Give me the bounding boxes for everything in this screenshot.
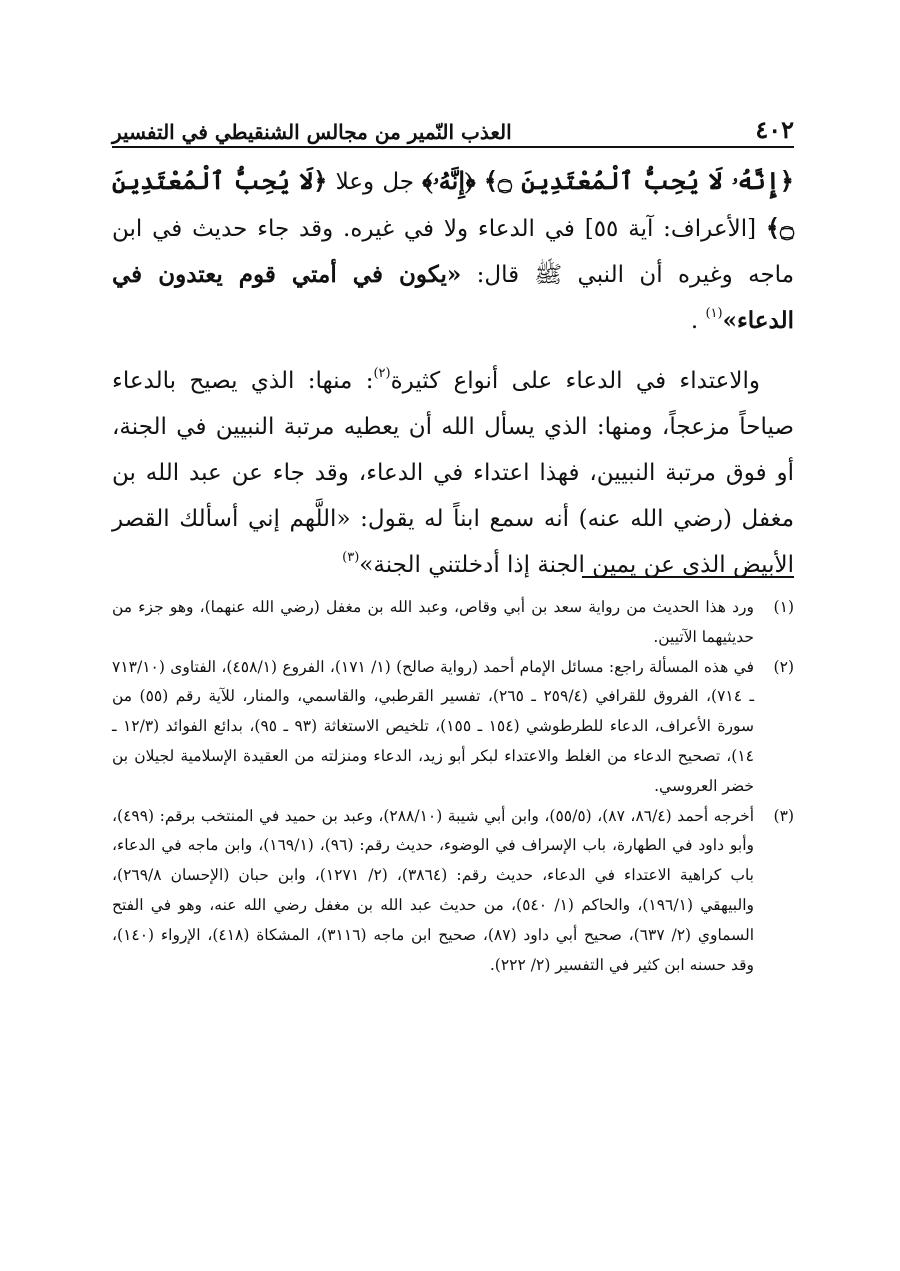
footnote	[112, 802, 794, 981]
body-text: : منها: الذي يصيح بالدعاء صياحاً مزعجاً، ومنها: الذي يسأل الله أن يعطيه مرتبة النبيين في الجنة، أو فوق مرتبة النبيين، فهذا اعتداء في الدعاء، وقد جاء عن عبد الله بن مغفل (رضي الله عنه) أنه سمع ابناً له يقول:	[112, 368, 795, 532]
footnote-separator	[582, 576, 794, 578]
quran-verse: ﴿إِنَّهُۥ﴾	[422, 166, 476, 195]
footnote	[112, 593, 794, 653]
page-number: ٤٠٢	[755, 115, 794, 144]
paragraph-1	[112, 158, 794, 344]
footnote	[112, 653, 794, 802]
hadith-quote: «يكون في أمتي قوم يعتدون في الدعاء»	[112, 261, 794, 334]
footnote-text: أخرجه أحمد (٨٦/٤، ٨٧)، (٥٥/٥)، وابن أبي شيبة (٢٨٨/١٠)، وعبد بن حميد في المنتخب برقم: (٤٩٩)، وأبو داود في الطهارة، باب الإسراف في الوضوء، حديث رقم: (٩٦)، (١٦٩/١)، وابن ماجه في الدعاء، باب كراهية الاعتداء في الدعاء، حديث رقم: (٣٨٦٤)، (٢/ ١٢٧١)، وابن حبان (الإحسان ٢٦٩/٨)، والبيهقي (١٩٦/١)، والحاكم (١/ ٥٤٠)، من حديث عبد الله بن مغفل رضي الله عنه، وهو في الفتح السماوي (٢/ ٦٣٧)، صحيح أبي داود (٨٧)، صحيح ابن ماجه (٣١١٦)، المشكاة (٤١٨)، الإرواء (١٤٠)، وقد حسنه ابن كثير في التفسير (٢/ ٢٢٢).	[112, 806, 755, 974]
footnote-ref: (١)	[705, 306, 723, 321]
footnote-text: ورد هذا الحديث من رواية سعد بن أبي وقاص، وعبد الله بن مغفل (رضي الله عنهما)، وهو جزء من حديثيهما الآتيين.	[112, 598, 754, 646]
header-rule	[112, 146, 794, 148]
main-text	[112, 158, 794, 588]
paragraph-2	[112, 358, 794, 588]
body-text: والاعتداء في الدعاء على أنواع كثيرة	[390, 368, 760, 394]
quran-verse: ﴿لَا يُحِبُّ ٱلْمُعْتَدِينَ ۝﴾	[112, 166, 795, 242]
body-text: جل وعلا	[335, 169, 414, 195]
footnote-ref: (٢)	[373, 366, 391, 381]
page-header	[112, 104, 794, 142]
footnote-number: (٣)	[773, 806, 794, 825]
footnote-number: (٢)	[773, 657, 794, 676]
footnotes	[112, 593, 794, 980]
body-text: [الأعراف: آية ٥٥] في الدعاء ولا في غيره. وقد جاء حديث في ابن ماجه وغيره أن النبي ﷺ قال:	[112, 216, 795, 288]
hadith-quote: «اللَّهم إني أسألك القصر الأبيض الذي عن يمين الجنة إذا أدخلتني الجنة»	[112, 506, 794, 578]
footnote-text: في هذه المسألة راجع: مسائل الإمام أحمد (رواية صالح) (١/ ١٧١)، الفروع (٤٥٨/١)، الفتاوى (٧١٣/١٠ ـ ٧١٤)، الفروق للقرافي (٢٥٩/٤ ـ ٢٦٥)، تفسير القرطبي، والقاسمي، والمنار، للآية رقم (٥٥) من سورة الأعراف، الدعاء للطرطوشي (١٥٤ ـ ١٥٥)، تلخيص الاستغاثة (٩٣ ـ ٩٥)، بدائع الفوائد (١٢/٣ ـ ١٤)، تصحيح الدعاء من الغلط والاعتداء لبكر أبو زيد، الدعاء ومنزلته من العقيدة الإسلامية لجيلان بن خضر العروسي.	[112, 657, 755, 795]
running-title: العذب النّمير من مجالس الشنقيطي في التفسير	[112, 120, 512, 144]
body-text: .	[690, 308, 699, 334]
footnote-ref: (٣)	[342, 550, 360, 565]
footnote-number: (١)	[773, 598, 794, 616]
quran-verse: ﴿إِنَّهُۥ لَا يُحِبُّ ٱلْمُعْتَدِينَ ۝﴾	[483, 166, 794, 195]
